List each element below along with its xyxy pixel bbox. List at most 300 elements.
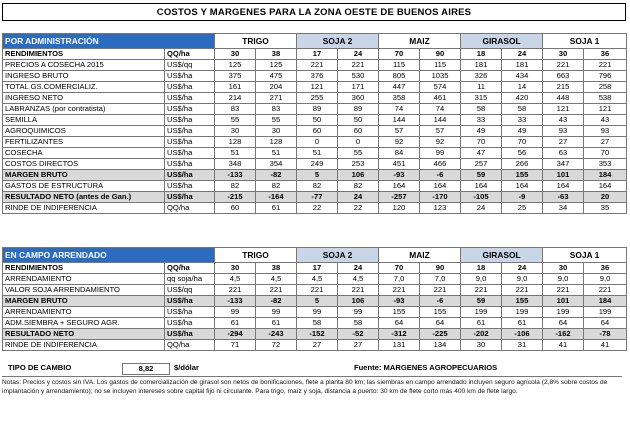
value-cell: 71 xyxy=(215,340,256,351)
value-cell: 82 xyxy=(215,181,256,192)
value-cell: 121 xyxy=(297,82,338,93)
row-unit: US$/qq xyxy=(165,285,215,296)
table-row xyxy=(3,307,627,318)
value-cell: 155 xyxy=(502,296,543,307)
value-cell: 99 xyxy=(338,307,379,318)
value-cell: 33 xyxy=(502,115,543,126)
value-cell: 59 xyxy=(461,170,502,181)
value-cell: 30 xyxy=(256,126,297,137)
value-cell: -243 xyxy=(256,329,297,340)
row-label: COSTOS DIRECTOS xyxy=(3,159,165,170)
value-cell: 181 xyxy=(461,60,502,71)
value-cell: 258 xyxy=(584,82,627,93)
table-row xyxy=(3,126,627,137)
row-label: TOTAL GS.COMERCIALIZ. xyxy=(3,82,165,93)
crop-header: SOJA 1 xyxy=(543,248,627,263)
table-row xyxy=(3,318,627,329)
value-cell: 9,0 xyxy=(502,274,543,285)
table-row xyxy=(3,203,627,214)
value-cell: 451 xyxy=(379,159,420,170)
value-cell: 184 xyxy=(584,170,627,181)
row-label: SEMILLA xyxy=(3,115,165,126)
value-cell: -202 xyxy=(461,329,502,340)
value-cell: 199 xyxy=(543,307,584,318)
row-label: FERTILIZANTES xyxy=(3,137,165,148)
value-cell: 9,0 xyxy=(584,274,627,285)
value-cell: 41 xyxy=(543,340,584,351)
value-cell: 204 xyxy=(256,82,297,93)
value-cell: 221 xyxy=(584,285,627,296)
value-cell: -170 xyxy=(420,192,461,203)
crop-header: GIRASOL xyxy=(461,248,543,263)
section-header-row xyxy=(3,248,627,263)
value-cell: 144 xyxy=(379,115,420,126)
value-cell: 131 xyxy=(379,340,420,351)
row-unit: US$/ha xyxy=(165,329,215,340)
value-cell: 82 xyxy=(297,181,338,192)
value-cell: 358 xyxy=(379,93,420,104)
value-cell: 55 xyxy=(215,115,256,126)
value-cell: 257 xyxy=(461,159,502,170)
value-cell: 47 xyxy=(461,148,502,159)
value-cell: 221 xyxy=(584,60,627,71)
value-cell: 89 xyxy=(297,104,338,115)
table-row xyxy=(3,93,627,104)
value-cell: -93 xyxy=(379,170,420,181)
value-cell: 30 xyxy=(215,126,256,137)
value-cell: -105 xyxy=(461,192,502,203)
crop-header: SOJA 2 xyxy=(297,248,379,263)
value-cell: 354 xyxy=(256,159,297,170)
value-cell: -133 xyxy=(215,296,256,307)
value-cell: 93 xyxy=(584,126,627,137)
value-cell: 93 xyxy=(543,126,584,137)
value-cell: 315 xyxy=(461,93,502,104)
value-cell: 466 xyxy=(420,159,461,170)
value-cell: 348 xyxy=(215,159,256,170)
value-cell: 434 xyxy=(502,71,543,82)
value-cell: 43 xyxy=(584,115,627,126)
value-cell: 221 xyxy=(297,60,338,71)
table-row xyxy=(3,104,627,115)
value-cell: 475 xyxy=(256,71,297,82)
value-cell: -164 xyxy=(256,192,297,203)
value-cell: 74 xyxy=(379,104,420,115)
value-cell: 125 xyxy=(215,60,256,71)
value-cell: 49 xyxy=(502,126,543,137)
value-cell: 82 xyxy=(256,181,297,192)
value-cell: 83 xyxy=(215,104,256,115)
value-cell: 7,0 xyxy=(420,274,461,285)
value-cell: 360 xyxy=(338,93,379,104)
table-administracion xyxy=(2,33,627,214)
value-cell: 24 xyxy=(502,263,543,274)
value-cell: 796 xyxy=(584,71,627,82)
row-label: RINDE DE INDIFERENCIA xyxy=(3,340,165,351)
value-cell: 221 xyxy=(543,60,584,71)
value-cell: 24 xyxy=(461,203,502,214)
table-row xyxy=(3,285,627,296)
value-cell: 128 xyxy=(256,137,297,148)
row-label: MARGEN BRUTO xyxy=(3,296,165,307)
value-cell: 27 xyxy=(297,340,338,351)
value-cell: 164 xyxy=(584,181,627,192)
value-cell: 70 xyxy=(461,137,502,148)
value-cell: 20 xyxy=(584,192,627,203)
value-cell: -78 xyxy=(584,329,627,340)
value-cell: 144 xyxy=(420,115,461,126)
row-label: GASTOS DE ESTRUCTURA xyxy=(3,181,165,192)
table-row xyxy=(3,71,627,82)
value-cell: 221 xyxy=(297,285,338,296)
value-cell: 34 xyxy=(543,203,584,214)
value-cell: 36 xyxy=(584,49,627,60)
value-cell: -257 xyxy=(379,192,420,203)
value-cell: 221 xyxy=(379,285,420,296)
crop-header: SOJA 2 xyxy=(297,34,379,49)
row-label: RESULTADO NETO xyxy=(3,329,165,340)
value-cell: -312 xyxy=(379,329,420,340)
value-cell: -215 xyxy=(215,192,256,203)
value-cell: 43 xyxy=(543,115,584,126)
value-cell: 18 xyxy=(461,49,502,60)
row-label: INGRESO NETO xyxy=(3,93,165,104)
row-unit: QQ/ha xyxy=(165,49,215,60)
value-cell: 101 xyxy=(543,296,584,307)
value-cell: 253 xyxy=(338,159,379,170)
value-cell: -82 xyxy=(256,170,297,181)
value-cell: 64 xyxy=(584,318,627,329)
value-cell: 18 xyxy=(461,263,502,274)
value-cell: 58 xyxy=(338,318,379,329)
value-cell: 14 xyxy=(502,82,543,93)
value-cell: 221 xyxy=(502,285,543,296)
row-label: RENDIMIENTOS xyxy=(3,263,165,274)
value-cell: 375 xyxy=(215,71,256,82)
crop-header: TRIGO xyxy=(215,34,297,49)
value-cell: 134 xyxy=(420,340,461,351)
exchange-rate-value: 8,82 xyxy=(122,363,170,375)
value-cell: 271 xyxy=(256,93,297,104)
value-cell: -82 xyxy=(256,296,297,307)
value-cell: 59 xyxy=(461,296,502,307)
value-cell: 461 xyxy=(420,93,461,104)
crop-header: MAIZ xyxy=(379,34,461,49)
value-cell: 70 xyxy=(379,263,420,274)
value-cell: 106 xyxy=(338,296,379,307)
value-cell: 125 xyxy=(256,60,297,71)
value-cell: 22 xyxy=(297,203,338,214)
value-cell: 164 xyxy=(379,181,420,192)
value-cell: 50 xyxy=(297,115,338,126)
value-cell: 30 xyxy=(543,263,584,274)
value-cell: 120 xyxy=(379,203,420,214)
value-cell: 64 xyxy=(420,318,461,329)
value-cell: 92 xyxy=(420,137,461,148)
source-label: Fuente: MARGENES AGROPECUARIOS xyxy=(354,363,498,372)
value-cell: 49 xyxy=(461,126,502,137)
value-cell: 99 xyxy=(215,307,256,318)
value-cell: 51 xyxy=(256,148,297,159)
value-cell: 35 xyxy=(584,203,627,214)
exchange-rate-label: TIPO DE CAMBIO xyxy=(8,363,72,372)
table-row xyxy=(3,192,627,203)
value-cell: 420 xyxy=(502,93,543,104)
value-cell: 50 xyxy=(338,115,379,126)
row-unit: US$/ha xyxy=(165,82,215,93)
value-cell: 11 xyxy=(461,82,502,93)
value-cell: 92 xyxy=(379,137,420,148)
value-cell: 61 xyxy=(215,318,256,329)
value-cell: 27 xyxy=(543,137,584,148)
value-cell: 115 xyxy=(379,60,420,71)
row-label: AGROQUIMICOS xyxy=(3,126,165,137)
value-cell: 64 xyxy=(543,318,584,329)
row-unit: QQ/ha xyxy=(165,203,215,214)
value-cell: -77 xyxy=(297,192,338,203)
row-unit: US$/ha xyxy=(165,181,215,192)
row-label: RENDIMIENTOS xyxy=(3,49,165,60)
section-title: POR ADMINISTRACIÓN xyxy=(3,34,215,49)
table-arrendado xyxy=(2,247,627,351)
row-unit: US$/ha xyxy=(165,115,215,126)
table-row xyxy=(3,274,627,285)
value-cell: 347 xyxy=(543,159,584,170)
value-cell: 60 xyxy=(338,126,379,137)
value-cell: 5 xyxy=(297,296,338,307)
value-cell: 83 xyxy=(256,104,297,115)
value-cell: 199 xyxy=(584,307,627,318)
row-label: RINDE DE INDIFERENCIA xyxy=(3,203,165,214)
value-cell: 27 xyxy=(338,340,379,351)
row-label: ARRENDAMIENTO xyxy=(3,307,165,318)
value-cell: 1035 xyxy=(420,71,461,82)
value-cell: 530 xyxy=(338,71,379,82)
section-header-row xyxy=(3,34,627,49)
value-cell: 7,0 xyxy=(379,274,420,285)
value-cell: 155 xyxy=(502,170,543,181)
value-cell: 326 xyxy=(461,71,502,82)
table-row xyxy=(3,181,627,192)
value-cell: 89 xyxy=(338,104,379,115)
value-cell: 9,0 xyxy=(461,274,502,285)
value-cell: 38 xyxy=(256,49,297,60)
row-label: MARGEN BRUTO xyxy=(3,170,165,181)
value-cell: 31 xyxy=(502,340,543,351)
value-cell: 221 xyxy=(338,60,379,71)
value-cell: 0 xyxy=(338,137,379,148)
table-row xyxy=(3,49,627,60)
value-cell: 84 xyxy=(379,148,420,159)
value-cell: -152 xyxy=(297,329,338,340)
value-cell: -294 xyxy=(215,329,256,340)
value-cell: 24 xyxy=(338,263,379,274)
value-cell: 61 xyxy=(256,203,297,214)
value-cell: 57 xyxy=(420,126,461,137)
crop-header: SOJA 1 xyxy=(543,34,627,49)
value-cell: 24 xyxy=(502,49,543,60)
value-cell: 4,5 xyxy=(215,274,256,285)
value-cell: 30 xyxy=(543,49,584,60)
value-cell: 74 xyxy=(420,104,461,115)
value-cell: 221 xyxy=(215,285,256,296)
value-cell: 106 xyxy=(338,170,379,181)
value-cell: 99 xyxy=(297,307,338,318)
value-cell: 199 xyxy=(502,307,543,318)
table-row xyxy=(3,263,627,274)
value-cell: 58 xyxy=(502,104,543,115)
value-cell: 255 xyxy=(297,93,338,104)
row-label: COSECHA xyxy=(3,148,165,159)
row-unit: US$/ha xyxy=(165,93,215,104)
value-cell: 184 xyxy=(584,296,627,307)
value-cell: 17 xyxy=(297,49,338,60)
value-cell: 221 xyxy=(338,285,379,296)
value-cell: 266 xyxy=(502,159,543,170)
table-row xyxy=(3,82,627,93)
value-cell: -93 xyxy=(379,296,420,307)
value-cell: 27 xyxy=(584,137,627,148)
value-cell: 58 xyxy=(297,318,338,329)
table-row xyxy=(3,329,627,340)
value-cell: 55 xyxy=(256,115,297,126)
row-label: PRECIOS A COSECHA 2015 xyxy=(3,60,165,71)
value-cell: 447 xyxy=(379,82,420,93)
value-cell: -225 xyxy=(420,329,461,340)
value-cell: 221 xyxy=(543,285,584,296)
value-cell: 448 xyxy=(543,93,584,104)
table-row xyxy=(3,340,627,351)
value-cell: 171 xyxy=(338,82,379,93)
row-unit: QQ/ha xyxy=(165,263,215,274)
value-cell: 63 xyxy=(543,148,584,159)
row-unit: US$/ha xyxy=(165,159,215,170)
value-cell: 115 xyxy=(420,60,461,71)
value-cell: 36 xyxy=(584,263,627,274)
row-label: RESULTADO NETO (antes de Gan.) xyxy=(3,192,165,203)
value-cell: 30 xyxy=(461,340,502,351)
value-cell: 99 xyxy=(256,307,297,318)
section-title: EN CAMPO ARRENDADO xyxy=(3,248,215,263)
value-cell: 61 xyxy=(461,318,502,329)
value-cell: 24 xyxy=(338,49,379,60)
table-row xyxy=(3,159,627,170)
value-cell: 61 xyxy=(502,318,543,329)
value-cell: 70 xyxy=(502,137,543,148)
value-cell: -52 xyxy=(338,329,379,340)
value-cell: 58 xyxy=(461,104,502,115)
value-cell: 574 xyxy=(420,82,461,93)
crop-header: MAIZ xyxy=(379,248,461,263)
row-label: VALOR SOJA ARRENDAMIENTO xyxy=(3,285,165,296)
value-cell: 99 xyxy=(420,148,461,159)
value-cell: 38 xyxy=(256,263,297,274)
value-cell: 155 xyxy=(379,307,420,318)
table-row xyxy=(3,296,627,307)
footer xyxy=(2,363,626,374)
value-cell: -6 xyxy=(420,170,461,181)
value-cell: 24 xyxy=(338,192,379,203)
row-unit: qq soja/ha xyxy=(165,274,215,285)
value-cell: 164 xyxy=(420,181,461,192)
crop-header: GIRASOL xyxy=(461,34,543,49)
value-cell: 82 xyxy=(338,181,379,192)
value-cell: 90 xyxy=(420,263,461,274)
value-cell: 123 xyxy=(420,203,461,214)
row-unit: US$/ha xyxy=(165,137,215,148)
value-cell: 41 xyxy=(584,340,627,351)
value-cell: 4,5 xyxy=(297,274,338,285)
value-cell: 164 xyxy=(543,181,584,192)
table-row xyxy=(3,60,627,71)
row-label: ADM.SIEMBRA + SEGURO AGR. xyxy=(3,318,165,329)
row-unit: US$/ha xyxy=(165,318,215,329)
table-row xyxy=(3,170,627,181)
row-label: INGRESO BRUTO xyxy=(3,71,165,82)
value-cell: 5 xyxy=(297,170,338,181)
value-cell: 33 xyxy=(461,115,502,126)
value-cell: 4,5 xyxy=(256,274,297,285)
value-cell: 221 xyxy=(420,285,461,296)
row-unit: US$/ha xyxy=(165,192,215,203)
row-unit: US$/ha xyxy=(165,104,215,115)
value-cell: -133 xyxy=(215,170,256,181)
row-unit: US$/ha xyxy=(165,148,215,159)
value-cell: 164 xyxy=(502,181,543,192)
value-cell: -106 xyxy=(502,329,543,340)
value-cell: 161 xyxy=(215,82,256,93)
value-cell: 22 xyxy=(338,203,379,214)
value-cell: 57 xyxy=(379,126,420,137)
value-cell: 4,5 xyxy=(338,274,379,285)
value-cell: 128 xyxy=(215,137,256,148)
value-cell: 60 xyxy=(297,126,338,137)
value-cell: 30 xyxy=(215,49,256,60)
value-cell: 0 xyxy=(297,137,338,148)
row-unit: QQ/ha xyxy=(165,340,215,351)
page-title: COSTOS Y MARGENES PARA LA ZONA OESTE DE BUENOS AIRES xyxy=(2,3,626,21)
value-cell: 214 xyxy=(215,93,256,104)
value-cell: 9,0 xyxy=(543,274,584,285)
row-unit: US$/ha xyxy=(165,296,215,307)
value-cell: -6 xyxy=(420,296,461,307)
value-cell: 199 xyxy=(461,307,502,318)
value-cell: 72 xyxy=(256,340,297,351)
row-unit: US$/ha xyxy=(165,126,215,137)
value-cell: 376 xyxy=(297,71,338,82)
value-cell: 221 xyxy=(256,285,297,296)
value-cell: -162 xyxy=(543,329,584,340)
value-cell: 56 xyxy=(502,148,543,159)
value-cell: 805 xyxy=(379,71,420,82)
value-cell: 64 xyxy=(379,318,420,329)
row-unit: US$/qq xyxy=(165,60,215,71)
table-row xyxy=(3,148,627,159)
value-cell: 90 xyxy=(420,49,461,60)
value-cell: 55 xyxy=(338,148,379,159)
value-cell: 215 xyxy=(543,82,584,93)
value-cell: -9 xyxy=(502,192,543,203)
row-label: LABRANZAS (por contratista) xyxy=(3,104,165,115)
row-unit: US$/ha xyxy=(165,307,215,318)
row-label: ARRENDAMIENTO xyxy=(3,274,165,285)
value-cell: 25 xyxy=(502,203,543,214)
value-cell: 181 xyxy=(502,60,543,71)
value-cell: 221 xyxy=(461,285,502,296)
row-unit: US$/ha xyxy=(165,170,215,181)
value-cell: 164 xyxy=(461,181,502,192)
table-row xyxy=(3,137,627,148)
